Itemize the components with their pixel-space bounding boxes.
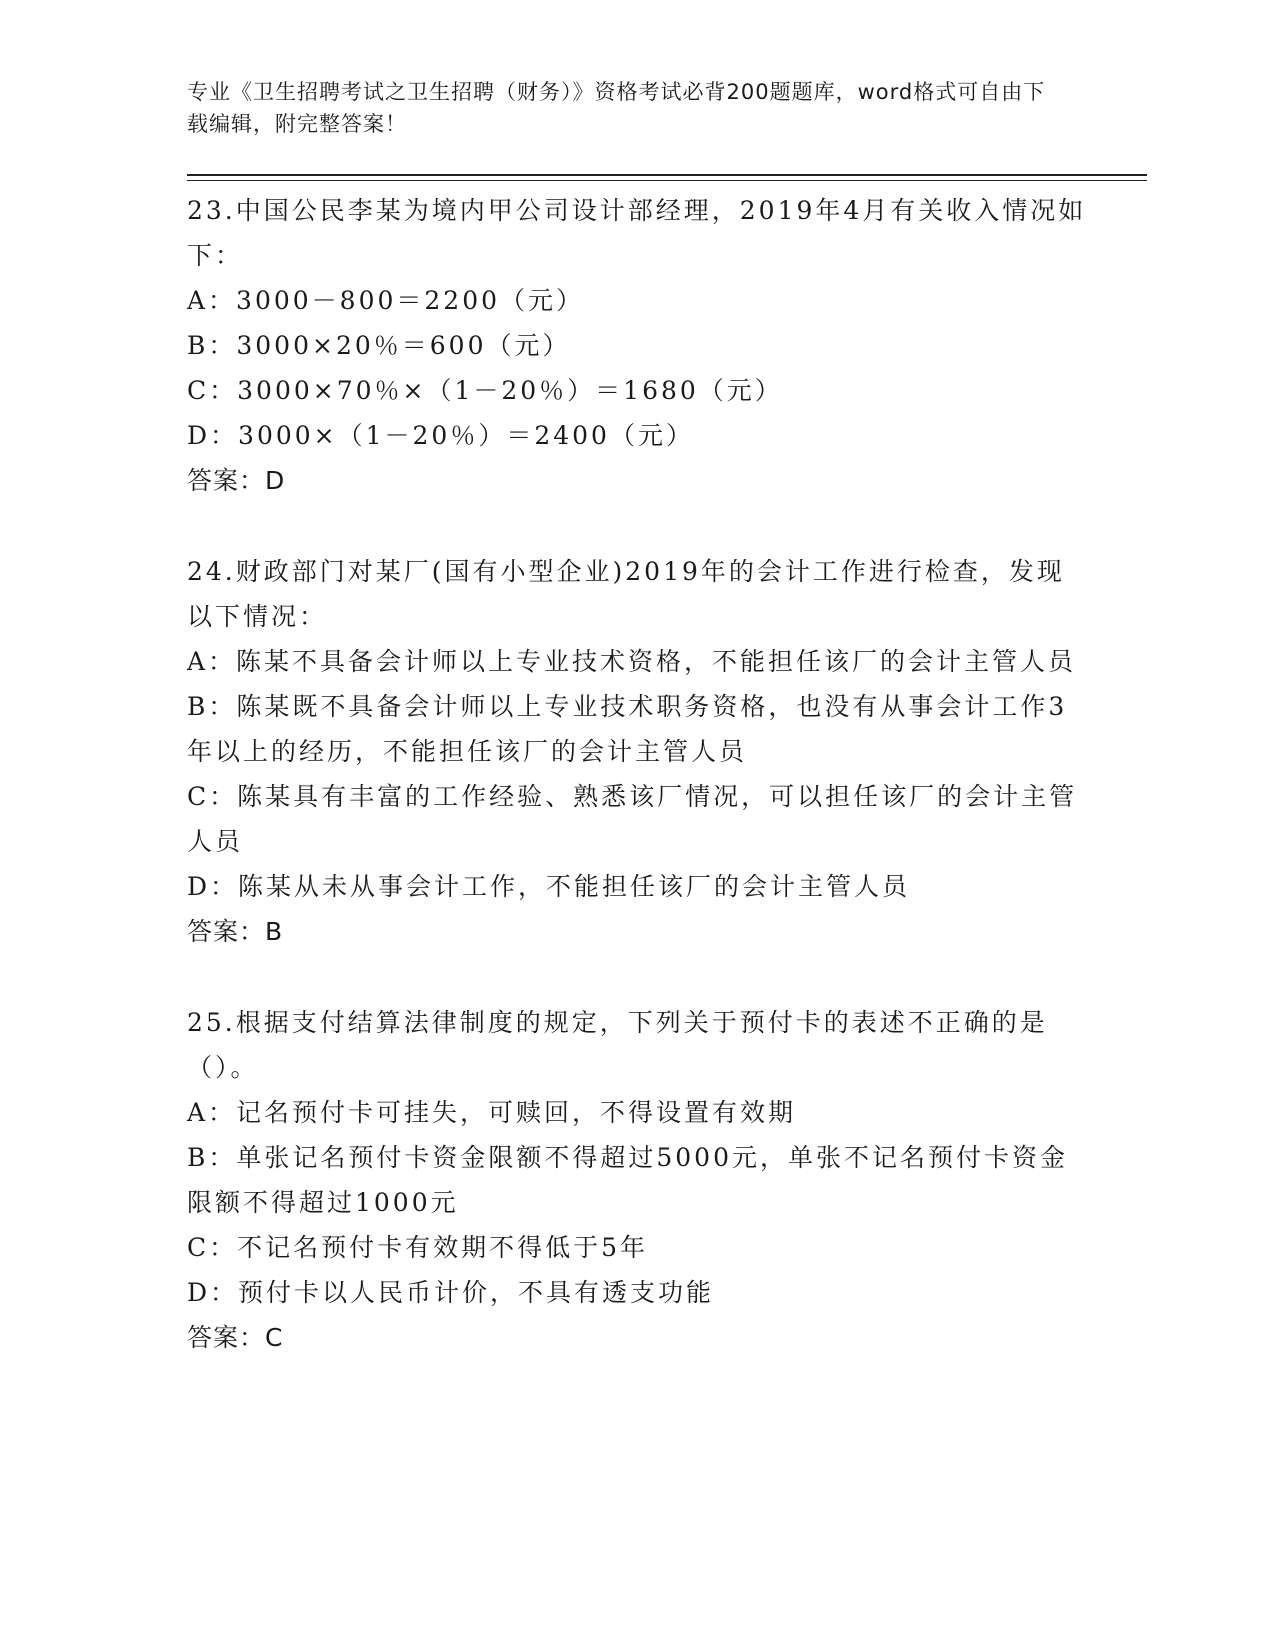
- option-d: D：3000×（1－20％）＝2400（元）: [187, 421, 694, 450]
- answer: 答案：D: [187, 466, 286, 495]
- option-c: C：陈某具有丰富的工作经验、熟悉该厂情况，可以担任该厂的会计主管人员: [187, 782, 1078, 856]
- option-d: D：陈某从未从事会计工作，不能担任该厂的会计主管人员: [187, 872, 911, 901]
- question-24: [187, 549, 1087, 954]
- header-divider-thick: [187, 174, 1147, 176]
- option-b: B：单张记名预付卡资金限额不得超过5000元，单张不记名预付卡资金限额不得超过1000元: [187, 1143, 1068, 1217]
- answer: 答案：B: [187, 917, 284, 946]
- option-a: A：记名预付卡可挂失，可赎回，不得设置有效期: [187, 1098, 797, 1127]
- question-list: [187, 188, 1087, 1406]
- document-header: 专业《卫生招聘考试之卫生招聘（财务）》资格考试必背200题题库，word格式可自由下载编辑，附完整答案！: [187, 80, 1046, 136]
- header-divider-thin: [187, 180, 1147, 181]
- question-25: [187, 1000, 1087, 1360]
- question-text: 24.财政部门对某厂(国有小型企业)2019年的会计工作进行检查，发现以下情况：: [187, 557, 1065, 631]
- option-d: D：预付卡以人民币计价，不具有透支功能: [187, 1278, 715, 1307]
- option-b: B：陈某既不具备会计师以上专业技术职务资格，也没有从事会计工作3年以上的经历，不能担任该厂的会计主管人员: [187, 692, 1068, 766]
- option-a: A：陈某不具备会计师以上专业技术资格，不能担任该厂的会计主管人员: [187, 647, 1077, 676]
- option-a: A：3000－800＝2200（元）: [187, 286, 585, 315]
- question-text: 25.根据支付结算法律制度的规定，下列关于预付卡的表述不正确的是（）。: [187, 1008, 1048, 1082]
- answer: 答案：C: [187, 1323, 284, 1352]
- option-c: C：3000×70％×（1－20％）＝1680（元）: [187, 376, 783, 405]
- option-b: B：3000×20％＝600（元）: [187, 331, 571, 360]
- option-c: C：不记名预付卡有效期不得低于5年: [187, 1233, 649, 1262]
- question-23: [187, 188, 1087, 503]
- question-text: 23.中国公民李某为境内甲公司设计部经理，2019年4月有关收入情况如下：: [187, 196, 1087, 270]
